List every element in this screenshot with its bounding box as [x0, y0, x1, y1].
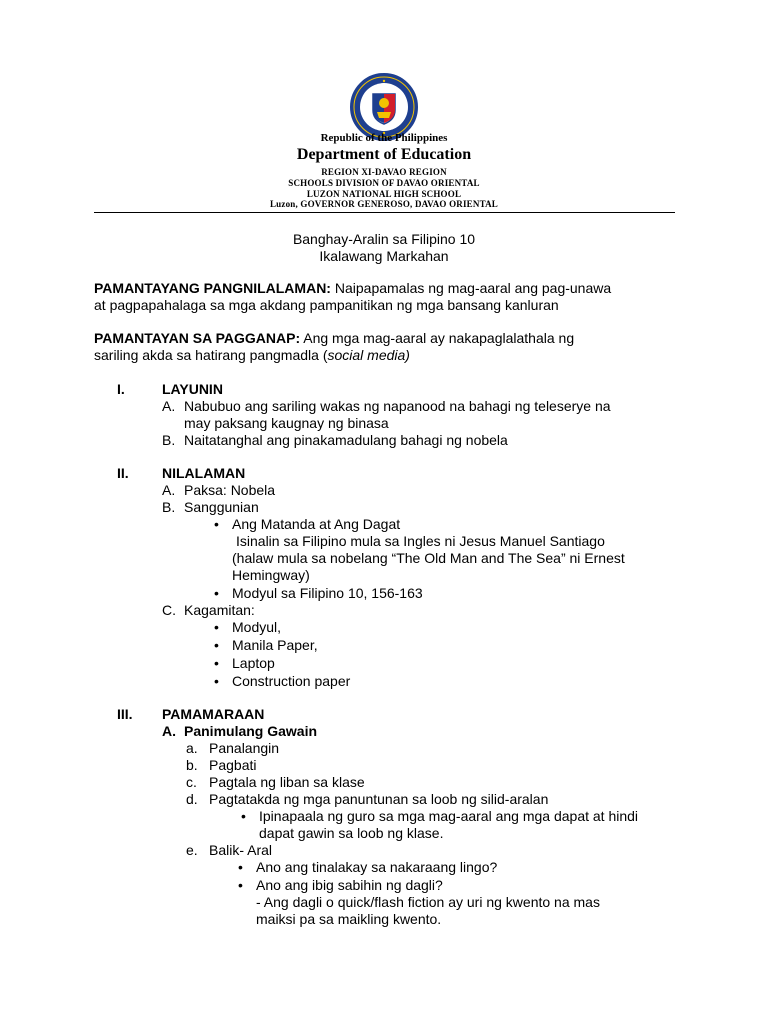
procedure-item: Balik- Aral	[209, 842, 273, 858]
section-1-a-letter: A.	[162, 398, 176, 414]
section-1-b-letter: B.	[162, 432, 176, 448]
reference-bullet-1-line-2: Isinalin sa Filipino mula sa Ingles ni Jesus Manuel Santiago	[236, 533, 605, 549]
rules-bullet: • Ipinapaala ng guro sa mga mag-aaral ang mga dapat at hindi	[259, 808, 638, 825]
section-1-a-text-2: may paksang kaugnay ng binasa	[184, 415, 389, 431]
section-1-b-text: Naitatanghal ang pinakamadulang bahagi ng nobela	[184, 432, 508, 448]
header-divider	[94, 212, 675, 213]
material-item: • Construction paper	[232, 673, 350, 690]
section-2-title: NILALAMAN	[162, 465, 246, 481]
content-standard	[94, 280, 611, 297]
performance-standard-label: PAMANTAYAN SA PAGGANAP:	[94, 330, 301, 346]
procedure-item-letter: e.	[186, 842, 198, 858]
performance-standard-text-2	[94, 347, 410, 364]
section-2-a-letter: A.	[162, 482, 176, 498]
procedure-item: Pagbati	[209, 757, 257, 773]
section-3-a-text: Panimulang Gawain	[184, 723, 318, 739]
review-question-2: • Ano ang ibig sabihin ng dagli?	[256, 877, 443, 894]
procedure-item-letter: c.	[186, 774, 197, 790]
performance-text-plain: sariling akda sa hatirang pangmadla (	[94, 347, 328, 363]
lesson-plan-title: Banghay-Aralin sa Filipino 10	[292, 231, 476, 247]
rules-bullet-line-2: dapat gawin sa loob ng klase.	[259, 825, 444, 841]
reference-bullet-1-line-3: (halaw mula sa nobelang “The Old Man and The Sea” ni Ernest	[232, 550, 625, 566]
section-2-c-letter: C.	[162, 602, 176, 618]
section-2-b-text: Sanggunian	[184, 499, 259, 515]
section-2-c-text: Kagamitan:	[184, 602, 255, 618]
procedure-item: Panalangin	[209, 740, 280, 756]
department-title: Department of Education	[296, 146, 472, 163]
procedure-item-letter: b.	[186, 757, 198, 773]
review-question-1: • Ano ang tinalakay sa nakaraang lingo?	[256, 859, 497, 876]
content-standard-text-2: at pagpapahalaga sa mga akdang pampanitikan ng mga bansang kanluran	[94, 297, 559, 313]
region-line: REGION XI-DAVAO REGION	[321, 167, 447, 177]
section-2-a-text: Paksa: Nobela	[184, 482, 276, 498]
reference-bullet-1-line-4: Hemingway)	[232, 567, 310, 583]
section-1-title: LAYUNIN	[162, 381, 223, 397]
procedure-item: Pagtala ng liban sa klase	[209, 774, 365, 790]
performance-standard	[94, 330, 574, 347]
review-answer-line-2: maiksi pa sa maikling kwento.	[256, 911, 442, 927]
material-item: • Manila Paper,	[232, 637, 318, 654]
section-3-title: PAMAMARAAN	[162, 706, 265, 722]
performance-text-italic: social media)	[327, 347, 410, 363]
review-answer-line-1: - Ang dagli o quick/flash fiction ay uri ng kwento na mas	[256, 894, 600, 910]
content-standard-label: PAMANTAYANG PANGNILALAMAN:	[94, 280, 331, 296]
procedure-item: Pagtatakda ng mga panuntunan sa loob ng silid-aralan	[209, 791, 549, 807]
section-1-a-text: Nabubuo ang sariling wakas ng napanood na bahagi ng teleserye na	[184, 398, 611, 414]
procedure-item-letter: d.	[186, 791, 198, 807]
section-1-number: I.	[117, 381, 125, 397]
procedure-item-letter: a.	[186, 740, 198, 756]
material-item: • Modyul,	[232, 619, 281, 636]
content-standard-text: Naipapamalas ng mag-aaral ang pag-unawa	[330, 280, 612, 296]
division-line: SCHOOLS DIVISION OF DAVAO ORIENTAL	[288, 178, 480, 188]
section-3-number: III.	[117, 706, 133, 722]
reference-bullet-2: • Modyul sa Filipino 10, 156-163	[232, 585, 423, 602]
republic-line: Republic of the Philippines	[320, 132, 448, 144]
section-2-number: II.	[117, 465, 129, 481]
section-2-b-letter: B.	[162, 499, 176, 515]
address-line: Luzon, GOVERNOR GENEROSO, DAVAO ORIENTAL	[269, 199, 499, 209]
performance-standard-text: Ang mga mag-aaral ay nakapaglalathala ng	[300, 330, 575, 346]
school-line: LUZON NATIONAL HIGH SCHOOL	[306, 189, 462, 199]
quarter-title: Ikalawang Markahan	[319, 248, 449, 264]
section-3-a-letter: A.	[162, 723, 176, 739]
material-item: • Laptop	[232, 655, 275, 672]
reference-bullet-1: • Ang Matanda at Ang Dagat	[232, 516, 400, 533]
